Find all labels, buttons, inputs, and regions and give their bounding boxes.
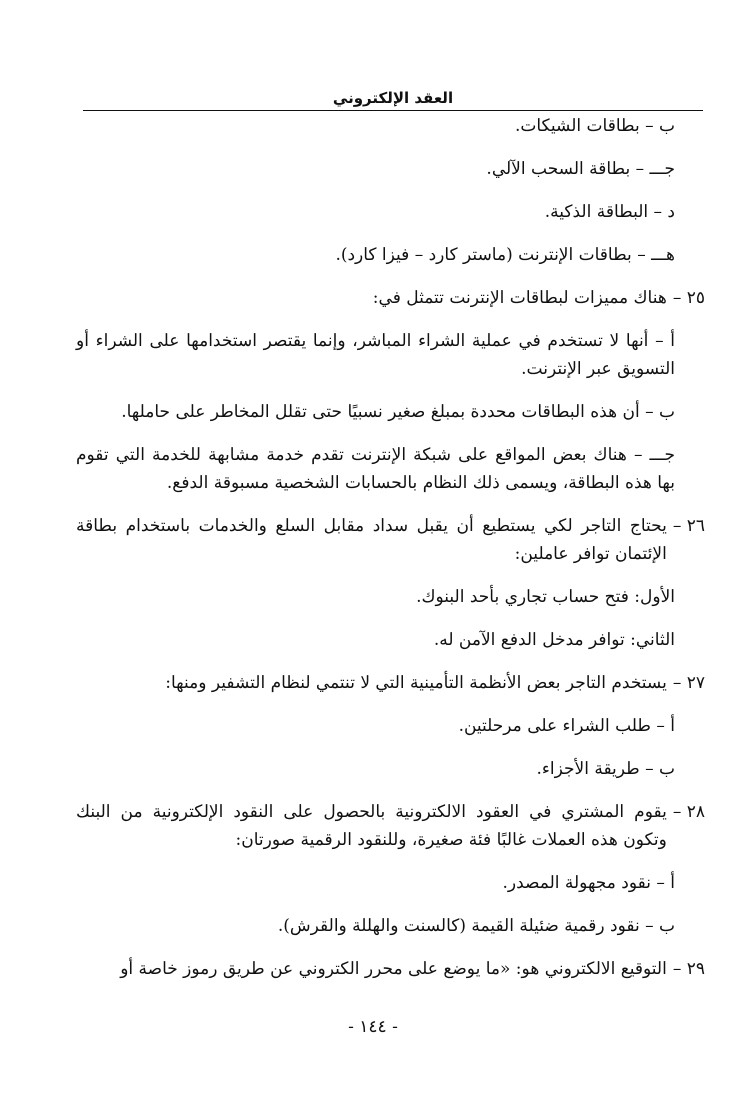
item-text: أ – أنها لا تستخدم في عملية الشراء المباشر، وإنما يقتصر استخدامها على الشراء أو التسويق عبر الإنترنت. bbox=[76, 331, 675, 379]
numbered-item bbox=[76, 669, 705, 697]
numbered-item bbox=[76, 512, 705, 568]
item-text: يستخدم التاجر بعض الأنظمة التأمينية التي لا تنتمي لنظام التشفير ومنها: bbox=[165, 673, 667, 693]
header-title: العقد الإلكتروني bbox=[332, 89, 454, 107]
item-text: جـــ – هناك بعض المواقع على شبكة الإنترنت تقدم خدمة مشابهة للخدمة التي تقوم بها هذه البطاقة، ويسمى ذلك النظام بالحسابات الشخصية مسبوقة الدفع. bbox=[76, 445, 675, 493]
item-text: ب – طريقة الأجزاء. bbox=[536, 759, 675, 779]
item-text: يقوم المشتري في العقود الالكترونية بالحصول على النقود الإلكترونية من البنك وتكون هذه العملات غالبًا فئة صغيرة، وللنقود الرقمية صورتان: bbox=[76, 802, 667, 850]
sub-item bbox=[76, 155, 675, 183]
item-number: ٢٨ – bbox=[672, 802, 705, 822]
item-text: ب – بطاقات الشيكات. bbox=[514, 116, 675, 136]
item-number: ٢٥ – bbox=[672, 288, 705, 308]
sub-item bbox=[76, 583, 675, 611]
item-number: ٢٧ – bbox=[672, 673, 705, 693]
numbered-item bbox=[76, 284, 705, 312]
sub-item bbox=[76, 241, 675, 269]
numbered-item bbox=[76, 798, 705, 854]
numbered-item bbox=[76, 955, 705, 983]
sub-item bbox=[76, 869, 675, 897]
sub-item bbox=[76, 327, 675, 383]
item-text: د – البطاقة الذكية. bbox=[544, 202, 675, 222]
item-text: الثاني: توافر مدخل الدفع الآمن له. bbox=[433, 630, 675, 650]
page-body bbox=[76, 112, 705, 998]
item-text: أ – طلب الشراء على مرحلتين. bbox=[458, 716, 675, 736]
sub-item bbox=[76, 755, 675, 783]
item-text: ب – أن هذه البطاقات محددة بمبلغ صغير نسبيًا حتى تقلل المخاطر على حاملها. bbox=[121, 402, 675, 422]
item-text: جـــ – بطاقة السحب الآلي. bbox=[486, 159, 675, 179]
item-text: ب – نقود رقمية ضئيلة القيمة (كالسنت والهللة والقرش). bbox=[277, 916, 675, 936]
sub-item bbox=[76, 441, 675, 497]
item-number: ٢٩ – bbox=[672, 959, 705, 979]
sub-item bbox=[76, 626, 675, 654]
item-text: هـــ – بطاقات الإنترنت (ماستر كارد – فيزا كارد). bbox=[335, 245, 675, 265]
item-text: أ – نقود مجهولة المصدر. bbox=[502, 873, 675, 893]
page-number: - ١٤٤ - bbox=[348, 1017, 398, 1037]
item-text: الأول: فتح حساب تجاري بأحد البنوك. bbox=[416, 587, 675, 607]
sub-item bbox=[76, 712, 675, 740]
item-text: يحتاج التاجر لكي يستطيع أن يقبل سداد مقابل السلع والخدمات باستخدام بطاقة الإئتمان توافر عاملين: bbox=[76, 516, 667, 564]
item-number: ٢٦ – bbox=[672, 516, 705, 536]
running-header bbox=[83, 88, 703, 111]
item-text: التوقيع الالكتروني هو: «ما يوضع على محرر الكتروني عن طريق رموز خاصة أو bbox=[120, 959, 667, 979]
sub-item bbox=[76, 912, 675, 940]
sub-item bbox=[76, 112, 675, 140]
sub-item bbox=[76, 198, 675, 226]
sub-item bbox=[76, 398, 675, 426]
item-text: هناك مميزات لبطاقات الإنترنت تتمثل في: bbox=[372, 288, 667, 308]
